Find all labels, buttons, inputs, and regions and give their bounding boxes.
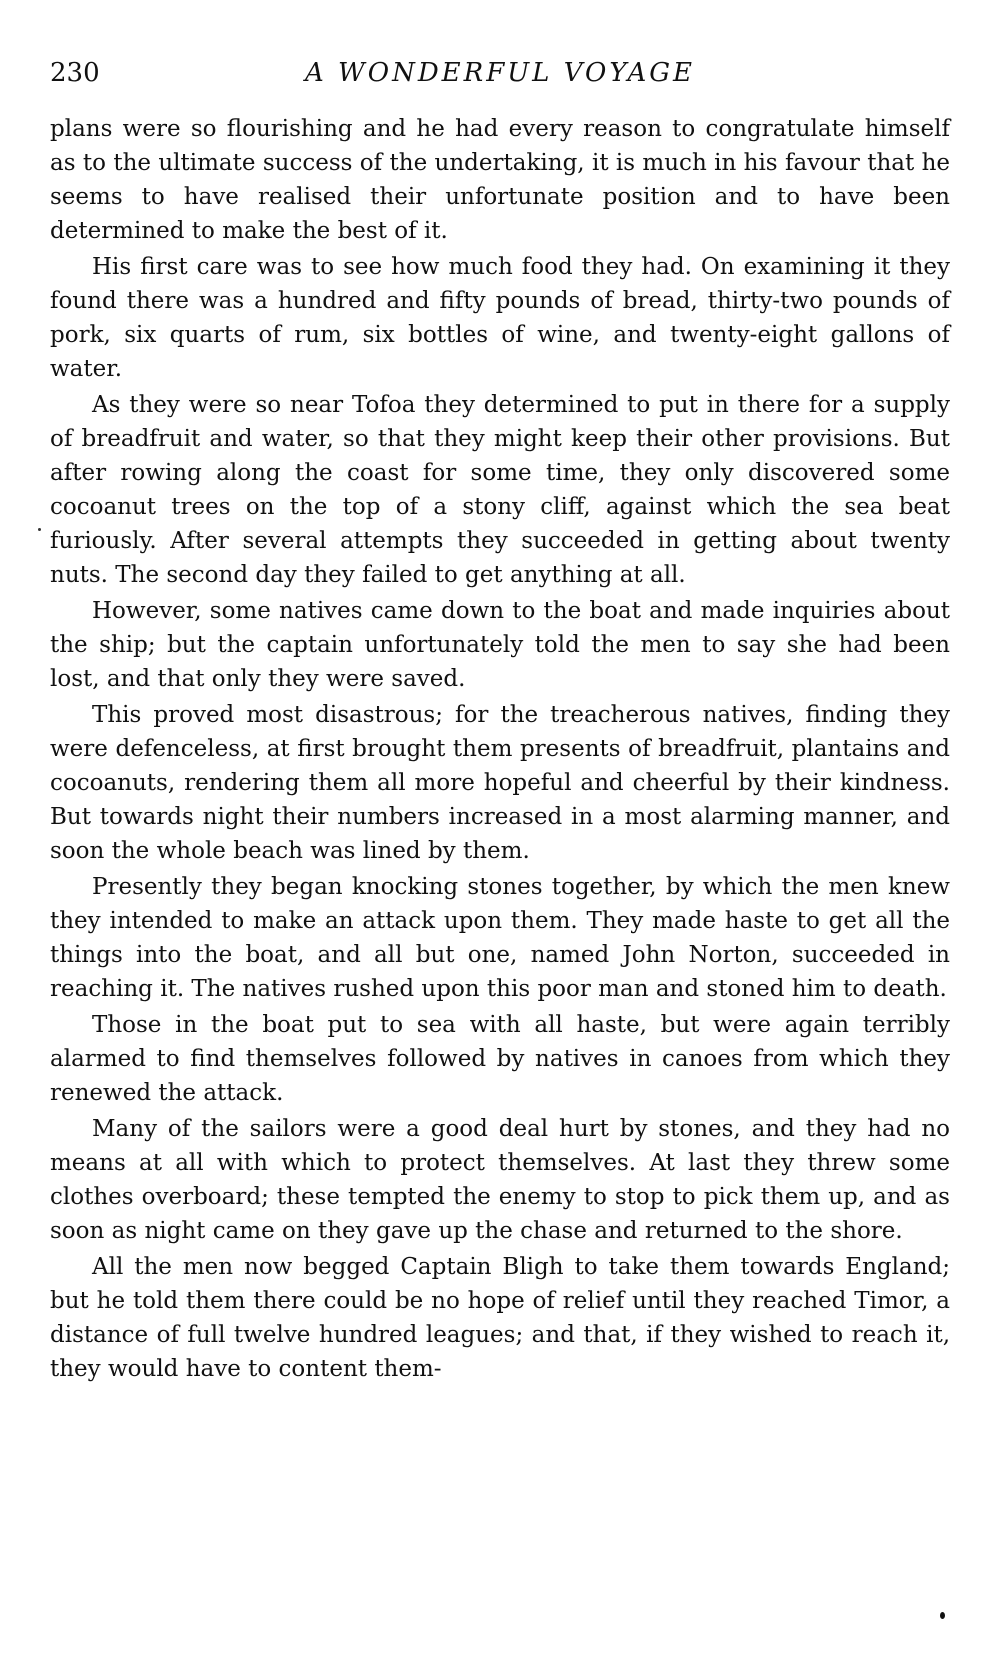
book-page (50, 58, 950, 1388)
page-header (50, 58, 950, 98)
paragraph-natives-inquiries: However, some natives came down to the boat and made inquiries about the ship; but the captain unfortunately told the men to say she had been lost, and that only they were saved. (50, 598, 950, 692)
paragraph-disastrous: This proved most disastrous; for the treacherous natives, finding they were defenceless, at first brought them presents of breadfruit, plantains and cocoanuts, rendering them all more hopeful and cheerful by their kindness. But towards night their numbers increased in a most alarming manner, and soon the whole beach was lined by them. (50, 702, 950, 864)
paragraph-tofoa: As they were so near Tofoa they determined to put in there for a supply of breadfruit and water, so that they might keep their other provisions. But after rowing along the coast for some time, they only discovered some cocoanut trees on the top of a stony cliff, against which the sea beat furiously. After several attempts they succeeded in getting about twenty nuts. The second day they failed to get anything at all. (50, 392, 950, 588)
body-text (50, 112, 950, 1386)
page-number: 230 (50, 58, 100, 88)
paragraph-continued: plans were so flourishing and he had every reason to congratulate himself as to the ultimate success of the undertaking, it is much in his favour that he seems to have realised their unfortunate position and to have been determined to make the best of it. (50, 116, 950, 244)
paragraph-attack: Presently they began knocking stones together, by which the men knew they intended to make an attack upon them. They made haste to get all the things into the boat, and all but one, named John Norton, succeeded in reaching it. The natives rushed upon this poor man and stoned him to death. (50, 874, 950, 1002)
paragraph-sailors-hurt: Many of the sailors were a good deal hurt by stones, and they had no means at all with which to protect themselves. At last they threw some clothes overboard; these tempted the enemy to stop to pick them up, and as soon as night came on they gave up the chase and returned to the shore. (50, 1116, 950, 1244)
paragraph-timor: All the men now begged Captain Bligh to take them towards England; but he told them there could be no hope of relief until they reached Timor, a distance of full twelve hundred leagues; and that, if they wished to reach it, they would have to content them- (50, 1254, 950, 1382)
paragraph-food-supply: His first care was to see how much food they had. On examining it they found there was a hundred and fifty pounds of bread, thirty-two pounds of pork, six quarts of rum, six bottles of wine, and twenty-eight gallons of water. (50, 254, 950, 382)
running-title: A WONDERFUL VOYAGE (304, 58, 696, 88)
paragraph-canoes: Those in the boat put to sea with all haste, but were again terribly alarmed to find themselves followed by natives in canoes from which they renewed the attack. (50, 1012, 950, 1106)
ink-mark (940, 1612, 945, 1619)
margin-mark (38, 528, 41, 531)
